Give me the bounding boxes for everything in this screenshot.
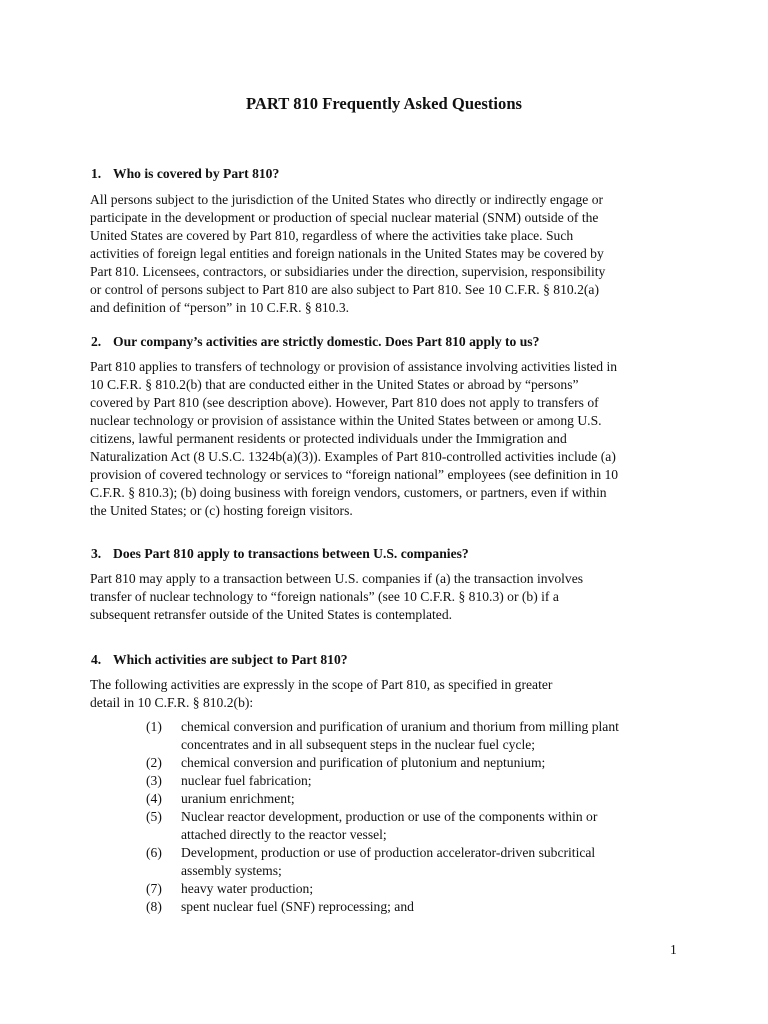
list-item-text (181, 790, 619, 808)
list-item-line: chemical conversion and purification of plutonium and neptunium; (181, 755, 546, 770)
page-number: 1 (670, 942, 677, 957)
list-item-line: assembly systems; (181, 863, 282, 878)
list-item (146, 898, 619, 916)
list-item (146, 880, 619, 898)
answer-1-line: United States are covered by Part 810, regardless of where the activities take place. Such (90, 228, 574, 243)
answer-1-paragraph (90, 191, 690, 317)
question-4-heading (91, 651, 348, 669)
answer-2-line: C.F.R. § 810.3); (b) doing business with foreign vendors, customers, or partners, even if within (90, 485, 607, 500)
page-title: PART 810 Frequently Asked Questions (245, 94, 523, 113)
list-item-number: (1) (146, 719, 162, 734)
answer-1-line: participate in the development or production of special nuclear material (SNM) outside of the (90, 210, 599, 225)
question-2-number: 2. (91, 334, 102, 349)
list-item (146, 718, 619, 754)
list-item-number: (3) (146, 773, 162, 788)
question-2-heading (91, 333, 539, 351)
answer-2-line: citizens, lawful permanent residents or protected individuals under the Immigration and (90, 431, 567, 446)
list-item (146, 844, 619, 880)
answer-3-line: subsequent retransfer outside of the United States is contemplated. (90, 607, 453, 622)
list-item-number: (8) (146, 899, 162, 914)
answer-3-paragraph (90, 570, 690, 624)
answer-2-line: Part 810 applies to transfers of technology or provision of assistance involving activities listed in (90, 359, 618, 374)
question-4-number: 4. (91, 652, 102, 667)
list-item-number: (7) (146, 881, 162, 896)
list-item-line: spent nuclear fuel (SNF) reprocessing; and (181, 899, 414, 914)
list-item-line: Development, production or use of production accelerator-driven subcritical (181, 845, 596, 860)
answer-2-line: covered by Part 810 (see description above). However, Part 810 does not apply to transfers of (90, 395, 599, 410)
answer-2-paragraph (90, 358, 690, 520)
list-item-text (181, 898, 619, 916)
activity-list (146, 718, 619, 916)
list-item (146, 808, 619, 844)
list-item-line: chemical conversion and purification of uranium and thorium from milling plant (181, 719, 619, 734)
list-item-line: nuclear fuel fabrication; (181, 773, 312, 788)
answer-2-line: nuclear technology or provision of assistance within the United States between or among U.S. (90, 413, 602, 428)
question-4-text: Which activities are subject to Part 810? (113, 652, 348, 667)
question-3-heading (91, 545, 469, 563)
list-item-text (181, 880, 619, 898)
list-item-number: (4) (146, 791, 162, 806)
answer-2-line: provision of covered technology or services to “foreign national” employees (see definition in 10 (90, 467, 619, 482)
question-1-number: 1. (91, 166, 102, 181)
list-item-number: (5) (146, 809, 162, 824)
answer-4-intro-line: The following activities are expressly in the scope of Part 810, as specified in greater (90, 677, 553, 692)
list-item (146, 772, 619, 790)
question-1-heading (91, 165, 279, 183)
list-item-line: heavy water production; (181, 881, 314, 896)
list-item-text (181, 718, 619, 754)
question-3-text: Does Part 810 apply to transactions between U.S. companies? (113, 546, 469, 561)
answer-2-line: the United States; or (c) hosting foreign visitors. (90, 503, 353, 518)
answer-4-intro (90, 676, 690, 712)
answer-1-line: All persons subject to the jurisdiction of the United States who directly or indirectly engage or (90, 192, 604, 207)
list-item-line: Nuclear reactor development, production or use of the components within or (181, 809, 598, 824)
list-item-line: uranium enrichment; (181, 791, 295, 806)
answer-1-line: Part 810. Licensees, contractors, or subsidiaries under the direction, supervision, responsibility (90, 264, 606, 279)
list-item-text (181, 772, 619, 790)
list-item-number: (6) (146, 845, 162, 860)
question-1-text: Who is covered by Part 810? (113, 166, 280, 181)
answer-1-line: and definition of “person” in 10 C.F.R. § 810.3. (90, 300, 350, 315)
answer-3-line: Part 810 may apply to a transaction between U.S. companies if (a) the transaction involves (90, 571, 584, 586)
question-2-text: Our company’s activities are strictly domestic. Does Part 810 apply to us? (113, 334, 540, 349)
list-item (146, 754, 619, 772)
answer-1-line: activities of foreign legal entities and foreign nationals in the United States may be covered by (90, 246, 604, 261)
answer-3-line: transfer of nuclear technology to “foreign nationals” (see 10 C.F.R. § 810.3) or (b) if a (90, 589, 559, 604)
list-item-line: concentrates and in all subsequent steps in the nuclear fuel cycle; (181, 737, 536, 752)
answer-1-line: or control of persons subject to Part 810 are also subject to Part 810. See 10 C.F.R. § 810.2(a) (90, 282, 599, 297)
answer-4-intro-line: detail in 10 C.F.R. § 810.2(b): (90, 695, 254, 710)
answer-2-line: Naturalization Act (8 U.S.C. 1324b(a)(3)). Examples of Part 810-controlled activities include (a) (90, 449, 616, 464)
list-item-text (181, 808, 619, 844)
list-item-text (181, 754, 619, 772)
list-item-number: (2) (146, 755, 162, 770)
list-item (146, 790, 619, 808)
answer-2-line: 10 C.F.R. § 810.2(b) that are conducted either in the United States or abroad by “persons” (90, 377, 579, 392)
question-3-number: 3. (91, 546, 102, 561)
list-item-line: attached directly to the reactor vessel; (181, 827, 387, 842)
list-item-text (181, 844, 619, 880)
